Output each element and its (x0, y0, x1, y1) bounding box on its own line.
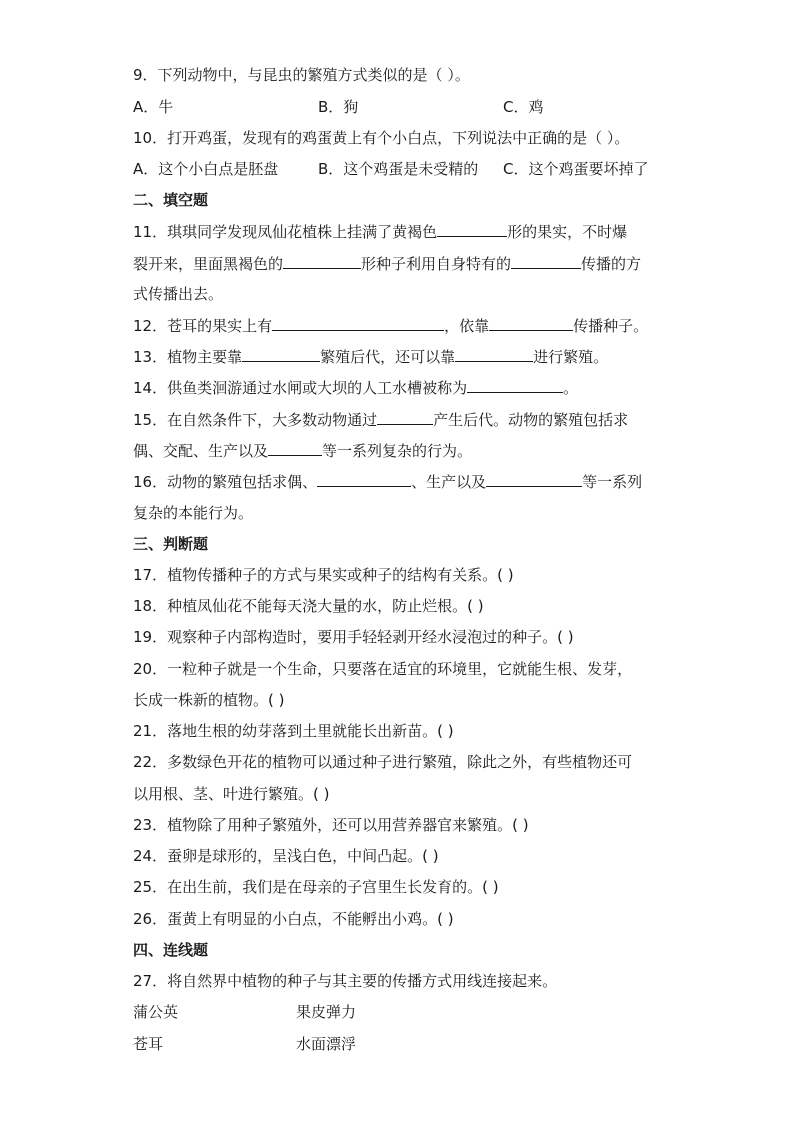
question-15-text: 15．在自然条件下，大多数动物通过 (133, 411, 378, 429)
question-9-options (133, 97, 693, 117)
question-11-text: 形种子利用自身特有的 (361, 255, 512, 273)
question-16-text: 、生产以及 (411, 473, 487, 491)
option-b[interactable]: B．这个鸡蛋是未受精的 (318, 160, 479, 178)
answer-blank[interactable] (486, 471, 582, 487)
matching-right-item[interactable]: 水面漂浮 (296, 1035, 357, 1053)
question-16-text: 复杂的本能行为。 (133, 504, 254, 522)
question-10-stem: 10．打开鸡蛋，发现有的鸡蛋黄上有个小白点，下列说法中正确的是（ ）。 (133, 129, 630, 147)
answer-blank[interactable] (437, 221, 507, 237)
answer-blank[interactable] (272, 315, 444, 331)
question-23: 23．植物除了用种子繁殖外，还可以用营养器官来繁殖。( ) (133, 816, 529, 834)
question-24: 24．蚕卵是球形的，呈浅白色，中间凸起。( ) (133, 847, 439, 865)
question-20-line-2: 长成一株新的植物。( ) (133, 691, 285, 709)
question-22-line-2: 以用根、茎、叶进行繁殖。( ) (133, 785, 330, 803)
question-9-stem: 9．下列动物中，与昆虫的繁殖方式类似的是（ ）。 (133, 66, 470, 84)
question-15-line-2 (133, 440, 472, 460)
question-11-text: 式传播出去。 (133, 285, 224, 303)
question-16-line-2 (133, 503, 253, 523)
option-b[interactable]: B．狗 (318, 98, 359, 116)
question-11-line-2 (133, 253, 641, 273)
question-15-text: 产生后代。动物的繁殖包括求 (433, 411, 629, 429)
question-16-text: 等一系列 (582, 473, 643, 491)
answer-blank[interactable] (283, 253, 361, 269)
question-10 (133, 128, 629, 148)
option-a[interactable]: A．牛 (133, 98, 174, 116)
question-15-text: 等一系列复杂的行为。 (322, 442, 473, 460)
question-14 (133, 377, 578, 397)
section-heading-fill-in: 二、填空题 (133, 191, 209, 209)
question-15-line-1 (133, 409, 628, 429)
matching-row (133, 1034, 433, 1054)
answer-blank[interactable] (242, 346, 320, 362)
question-11-line-3 (133, 284, 223, 304)
question-11-text: 传播的方 (581, 255, 642, 273)
question-17: 17．植物传播种子的方式与果实或种子的结构有关系。( ) (133, 566, 514, 584)
answer-blank[interactable] (489, 315, 573, 331)
question-11-text: 形的果实，不时爆 (507, 223, 628, 241)
question-12-text: 传播种子。 (573, 317, 649, 335)
question-19: 19．观察种子内部构造时，要用手轻轻剥开经水浸泡过的种子。( ) (133, 628, 574, 646)
question-13-text: 13．植物主要靠 (133, 348, 243, 366)
section-heading-matching: 四、连线题 (133, 941, 209, 959)
question-13-text: 进行繁殖。 (533, 348, 609, 366)
answer-blank[interactable] (317, 471, 411, 487)
question-15-text: 偶、交配、生产以及 (133, 442, 269, 460)
question-11-text: 11．琪琪同学发现凤仙花植株上挂满了黄褐色 (133, 223, 438, 241)
matching-row (133, 1002, 433, 1022)
question-13-text: 繁殖后代，还可以靠 (320, 348, 456, 366)
question-10-options (133, 159, 693, 179)
matching-right-item[interactable]: 果皮弹力 (296, 1003, 357, 1021)
question-12 (133, 315, 648, 335)
answer-blank[interactable] (455, 346, 533, 362)
question-11-line-1 (133, 221, 627, 241)
answer-blank[interactable] (268, 440, 322, 456)
question-13 (133, 346, 608, 366)
matching-left-item[interactable]: 蒲公英 (133, 1003, 179, 1021)
question-14-text: 14．供鱼类洄游通过水闸或大坝的人工水槽被称为 (133, 379, 468, 397)
question-20-line-1: 20．一粒种子就是一个生命，只要落在适宜的环境里，它就能生根、发芽， (133, 660, 633, 678)
option-c[interactable]: C．鸡 (503, 98, 544, 116)
answer-blank[interactable] (467, 377, 563, 393)
answer-blank[interactable] (377, 409, 433, 425)
question-11-text: 裂开来，里面黑褐色的 (133, 255, 284, 273)
option-c[interactable]: C．这个鸡蛋要坏掉了 (503, 160, 649, 178)
question-16-text: 16．动物的繁殖包括求偶、 (133, 473, 318, 491)
answer-blank[interactable] (511, 253, 581, 269)
question-22-line-1: 22．多数绿色开花的植物可以通过种子进行繁殖，除此之外，有些植物还可 (133, 753, 633, 771)
section-heading-true-false: 三、判断题 (133, 535, 209, 553)
question-18: 18．种植凤仙花不能每天浇大量的水，防止烂根。( ) (133, 597, 484, 615)
question-27-stem: 27．将自然界中植物的种子与其主要的传播方式用线连接起来。 (133, 972, 558, 990)
option-a[interactable]: A．这个小白点是胚盘 (133, 160, 279, 178)
question-9 (133, 65, 470, 85)
question-12-text: ，依靠 (444, 317, 490, 335)
question-21: 21．落地生根的幼芽落到土里就能长出新苗。( ) (133, 722, 454, 740)
question-14-text: 。 (563, 379, 579, 397)
question-16-line-1 (133, 471, 642, 491)
question-26: 26．蛋黄上有明显的小白点，不能孵出小鸡。( ) (133, 910, 454, 928)
matching-left-item[interactable]: 苍耳 (133, 1035, 164, 1053)
question-25: 25．在出生前，我们是在母亲的子宫里生长发育的。( ) (133, 878, 499, 896)
question-12-text: 12．苍耳的果实上有 (133, 317, 273, 335)
